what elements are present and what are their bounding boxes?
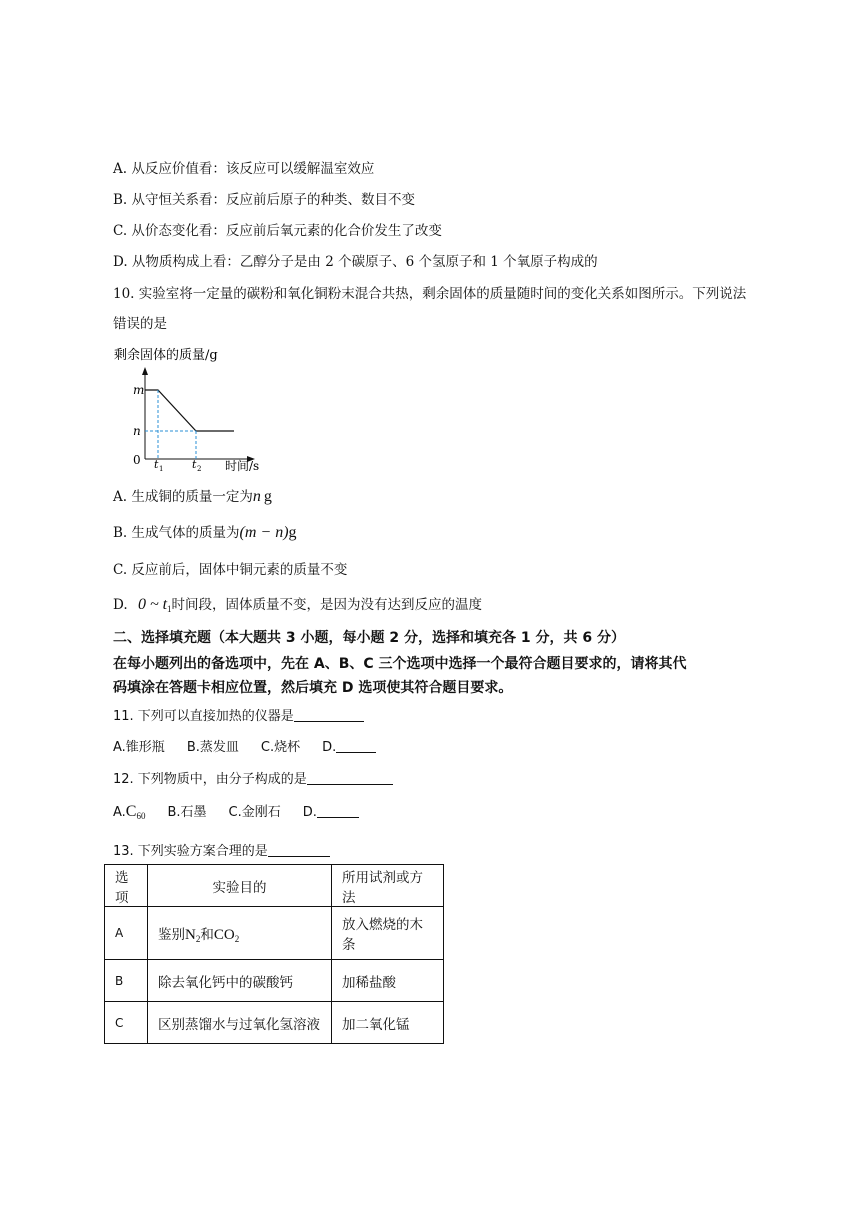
q12-stem-text: 12. 下列物质中，由分子构成的是 — [113, 772, 307, 787]
origin-label: 0 — [133, 453, 141, 467]
row-c-purpose: 区别蒸馏水与过氧化氢溶液 — [148, 1002, 332, 1044]
q10-d-sub: 1 — [167, 604, 172, 614]
section2-heading — [113, 629, 625, 647]
q11-stem-text: 11. 下列可以直接加热的仪器是 — [113, 709, 294, 724]
row-c-method: 加二氧化锰 — [332, 1002, 444, 1044]
q12-opt-a-sub: 60 — [136, 811, 146, 821]
q10-stem — [113, 285, 746, 303]
row-a-purpose-pre: 鉴别 — [158, 926, 185, 943]
table-header-row — [105, 865, 444, 907]
q13-answer-blank[interactable] — [268, 842, 330, 857]
row-a-purpose-mid: 和 — [200, 926, 214, 943]
mass-time-graph — [110, 340, 280, 475]
q13-stem — [113, 842, 330, 861]
q12-opt-c: C.金刚石 — [228, 805, 281, 820]
q12-stem — [113, 770, 393, 789]
header-method: 所用试剂或方法 — [332, 865, 444, 907]
q10-stem-line1: 10. 实验室将一定量的碳粉和氧化铜粉末混合共热，剩余固体的质量随时间的变化关系如图所示。下列说法 — [113, 286, 747, 302]
q11-opt-a: A.锥形瓶 — [113, 740, 165, 755]
option-b-text: B. 从守恒关系看：反应前后原子的种类、数目不变 — [113, 192, 416, 208]
row-a-method: 放入燃烧的木条 — [332, 907, 444, 960]
q10-stem-2 — [113, 315, 167, 333]
option-a-text: A. 从反应价值看：该反应可以缓解温室效应 — [113, 161, 375, 177]
q13-table — [104, 864, 444, 1044]
q10-option-b — [113, 524, 297, 542]
t2-sub: 2 — [197, 465, 202, 473]
q10-option-d — [113, 596, 482, 618]
q10-b-text: B. 生成气体的质量为 — [113, 525, 240, 541]
q10-option-c — [113, 561, 347, 579]
row-b-method: 加稀盐酸 — [332, 960, 444, 1002]
q10-c-text: C. 反应前后，固体中铜元素的质量不变 — [113, 562, 348, 578]
option-d-text: D. 从物质构成上看：乙醇分子是由 2 个碳原子、6 个氢原子和 1 个氧原子构成的 — [113, 254, 598, 270]
q10-a-text: A. 生成铜的质量一定为 — [113, 489, 253, 505]
row-a-option: A — [105, 907, 148, 960]
row-a-formula-n-sub: 2 — [195, 933, 201, 944]
q11-options — [113, 738, 376, 757]
section2-instr-1 — [113, 655, 687, 673]
row-a-formula-co: CO — [213, 926, 235, 943]
row-a-purpose — [148, 907, 332, 960]
t2-label: t — [192, 458, 197, 471]
q10-a-unit: g — [263, 488, 272, 505]
q11-d-blank[interactable] — [336, 738, 376, 753]
q12-opt-b: B.石墨 — [167, 805, 207, 820]
table-row — [105, 907, 444, 960]
q10-b-unit: g — [288, 524, 297, 541]
header-purpose: 实验目的 — [148, 865, 332, 907]
q11-answer-blank[interactable] — [294, 707, 364, 722]
t1-sub: 1 — [159, 465, 164, 473]
q12-answer-blank[interactable] — [307, 770, 393, 785]
q12-opt-d: D. — [302, 805, 317, 820]
section2-instr-line1: 在每小题列出的备选项中，先在 A、B、C 三个选项中选择一个最符合题目要求的，请将其代 — [113, 656, 687, 672]
section2-instr-line2: 码填涂在答题卡相应位置，然后填充 D 选项使其符合题目要求。 — [113, 680, 513, 696]
option-b — [113, 191, 415, 209]
option-c — [113, 222, 442, 240]
q10-option-a — [113, 488, 272, 506]
q10-d-prefix: D. — [113, 597, 128, 613]
header-option: 选项 — [105, 865, 148, 907]
graph-y-label: 剩余固体的质量/g — [114, 348, 218, 363]
q13-stem-text: 13. 下列实验方案合理的是 — [113, 844, 268, 859]
row-a-formula-n: N — [185, 926, 196, 943]
q10-b-math: (m − n) — [239, 524, 289, 541]
y-axis-arrow — [142, 367, 148, 375]
q10-d-math: 0 ~ t — [137, 596, 168, 613]
q11-opt-d: D. — [322, 740, 337, 755]
option-c-text: C. 从价态变化看：反应前后氧元素的化合价发生了改变 — [113, 223, 442, 239]
row-a-formula-co-sub: 2 — [234, 933, 240, 944]
graph-x-label: 时间/s — [225, 459, 260, 473]
q12-options — [113, 803, 359, 825]
q11-opt-b: B.蒸发皿 — [186, 740, 239, 755]
q10-d-suffix: 时间段，固体质量不变，是因为没有达到反应的温度 — [171, 597, 483, 613]
table-row — [105, 1002, 444, 1044]
option-d — [113, 253, 598, 271]
q12-d-blank[interactable] — [317, 803, 359, 818]
t1-label: t — [154, 458, 159, 471]
m-label: m — [133, 383, 145, 397]
n-label: n — [133, 424, 141, 438]
section2-heading-text: 二、选择填充题（本大题共 3 小题，每小题 2 分，选择和填充各 1 分，共 6 分） — [113, 630, 625, 646]
row-c-option: C — [105, 1002, 148, 1044]
row-b-option: B — [105, 960, 148, 1002]
q10-stem-line2: 错误的是 — [113, 316, 167, 332]
row-b-purpose: 除去氧化钙中的碳酸钙 — [148, 960, 332, 1002]
option-a — [113, 160, 374, 178]
q10-a-math: n — [252, 488, 261, 505]
q12-opt-a-formula: C — [125, 803, 137, 820]
q12-opt-a: A. — [113, 805, 126, 820]
q11-opt-c: C.烧杯 — [260, 740, 301, 755]
section2-instr-2 — [113, 679, 512, 697]
table-row — [105, 960, 444, 1002]
q11-stem — [113, 707, 364, 726]
